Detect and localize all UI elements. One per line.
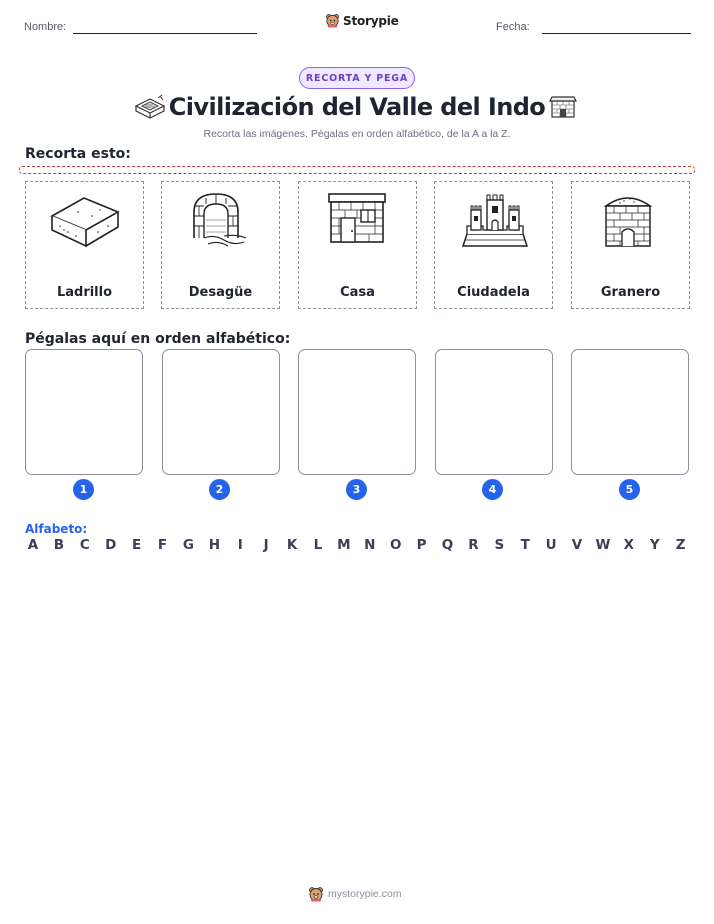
paste-section-label: Pégalas aquí en orden alfabético: [25, 331, 291, 347]
cut-section-label: Recorta esto: [25, 146, 131, 162]
date-label: Fecha: [496, 21, 530, 33]
letter: T [520, 537, 530, 553]
letter: Y [649, 537, 660, 553]
letter: V [571, 537, 583, 553]
footer-url[interactable]: mystorypie.com [328, 888, 402, 900]
cut-card-granero[interactable] [571, 181, 690, 309]
letter: E [132, 537, 142, 553]
letter: J [263, 537, 269, 553]
letter: L [313, 537, 323, 553]
brand-name: Storypie [343, 13, 399, 28]
letter: R [468, 537, 479, 553]
letter: G [182, 537, 194, 553]
cut-card-ciudadela[interactable] [434, 181, 553, 309]
paste-box-5[interactable] [571, 349, 689, 475]
granary-icon [594, 190, 669, 250]
paste-box-3[interactable] [298, 349, 416, 475]
alphabet-row [25, 537, 689, 553]
alphabet-title: Alfabeto: [25, 522, 88, 536]
card-label: Desagüe [188, 285, 253, 300]
instructions: Recorta las imágenes. Pégalas en orden alfabético, de la A a la Z. [203, 128, 511, 140]
number-badge-4: 4 [482, 479, 503, 500]
number-badge-2: 2 [209, 479, 230, 500]
drain-icon [184, 190, 259, 250]
cut-card-desague[interactable] [161, 181, 280, 309]
paste-box-4[interactable] [435, 349, 553, 475]
brand-logo [325, 13, 399, 28]
letter: B [53, 537, 65, 553]
activity-badge [299, 67, 415, 89]
paste-box-1[interactable] [25, 349, 143, 475]
cut-line[interactable] [19, 166, 695, 174]
letter: D [105, 537, 117, 553]
date-line[interactable] [542, 33, 691, 34]
letter: Z [675, 537, 686, 553]
letter: A [27, 537, 39, 553]
cut-card-casa[interactable] [298, 181, 417, 309]
cut-card-ladrillo[interactable] [25, 181, 144, 309]
bear-mascot-icon [308, 886, 324, 902]
number-badge-5: 5 [619, 479, 640, 500]
badge-text: RECORTA Y PEGA [305, 72, 409, 84]
card-label: Ladrillo [56, 285, 113, 300]
house-icon [321, 190, 396, 250]
letter: I [237, 537, 243, 553]
letter: S [494, 537, 505, 553]
letter: X [623, 537, 635, 553]
card-label: Casa [340, 285, 375, 300]
page-title: Civilización del Valle del Indo [168, 93, 546, 121]
number-badge-3: 3 [346, 479, 367, 500]
letter: W [595, 537, 611, 553]
letter: O [389, 537, 402, 553]
letter: H [208, 537, 220, 553]
granary-building-icon [549, 94, 577, 120]
letter: P [416, 537, 427, 553]
letter: M [337, 537, 351, 553]
letter: Q [441, 537, 454, 553]
letter: F [157, 537, 168, 553]
letter: N [364, 537, 376, 553]
card-label: Ciudadela [457, 285, 530, 300]
letter: K [286, 537, 298, 553]
footer [308, 886, 402, 902]
letter: U [545, 537, 557, 553]
number-badge-1: 1 [73, 479, 94, 500]
card-label: Granero [600, 285, 661, 300]
letter: C [79, 537, 90, 553]
bear-mascot-icon [325, 13, 340, 28]
citadel-icon [457, 190, 532, 250]
name-line[interactable] [73, 33, 257, 34]
paste-box-2[interactable] [162, 349, 280, 475]
brick-icon [48, 190, 123, 250]
name-label: Nombre: [24, 21, 67, 33]
